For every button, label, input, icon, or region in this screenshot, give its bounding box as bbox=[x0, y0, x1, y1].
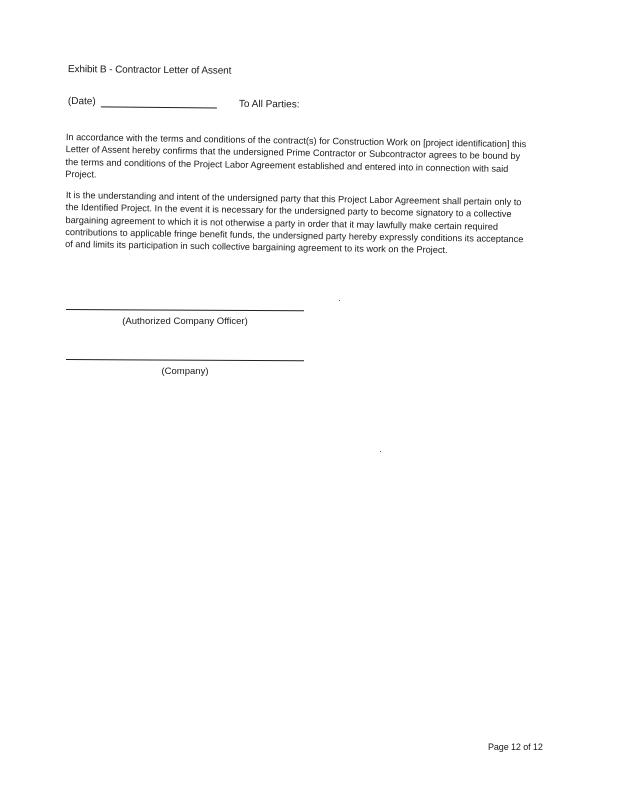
salutation: To All Parties: bbox=[238, 98, 300, 111]
company-caption: (Company) bbox=[161, 366, 209, 377]
date-row bbox=[68, 96, 368, 113]
scan-speck bbox=[380, 451, 381, 452]
officer-signature-block bbox=[66, 309, 304, 333]
document-title: Exhibit B - Contractor Letter of Assent bbox=[67, 64, 232, 77]
officer-signature-line bbox=[66, 309, 304, 311]
date-label: (Date) bbox=[67, 96, 96, 108]
company-signature-block bbox=[66, 359, 304, 383]
scan-speck bbox=[339, 300, 340, 301]
page-number: Page 12 of 12 bbox=[488, 742, 543, 752]
date-blank-line bbox=[101, 106, 217, 108]
company-signature-line bbox=[66, 359, 304, 361]
paragraph-understanding: It is the understanding and intent of the undersigned party that this Project Labor Agreement shall pertain only to the Identified Project. In the event it is necessary for the undersigned party to become signatory to a collective bargaining agreement to which it is not otherwise a party in order that it may lawfully make certain required contributions to applicable fringe benefit funds, the undersigned party hereby expressly conditions its acceptance of and limits its participation in such collective bargaining agreement to its work on the Project. bbox=[65, 189, 524, 256]
officer-caption: (Authorized Company Officer) bbox=[122, 316, 248, 327]
paragraph-assent: In accordance with the terms and conditions of the contract(s) for Construction Work on [project identification] this Letter of Assent hereby confirms that the undersigned Prime Contractor or Subcontractor agrees to be bound by the terms and conditions of the Project Labor Agreement established and entered into in connection with said Project. bbox=[65, 131, 527, 180]
